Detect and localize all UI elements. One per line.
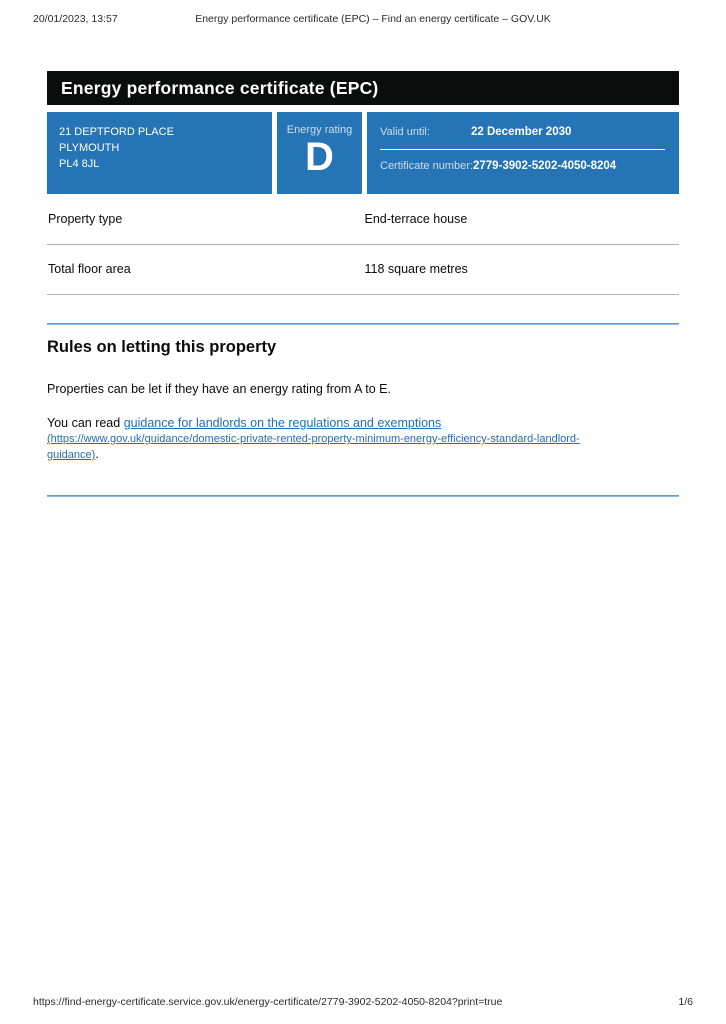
property-details-table <box>47 195 679 295</box>
print-footer <box>33 996 693 1008</box>
page-title: Energy performance certificate (EPC) <box>47 71 679 105</box>
rules-paragraph: Properties can be let if they have an energy rating from A to E. <box>47 382 391 396</box>
certificate-number-label: Certificate number: <box>380 159 473 172</box>
valid-until-label: Valid until: <box>380 126 430 138</box>
validity-box <box>367 112 679 194</box>
property-type-value: End-terrace house <box>364 212 468 226</box>
energy-rating-box <box>277 112 362 194</box>
validity-divider <box>380 149 665 150</box>
total-floor-area-label: Total floor area <box>48 262 131 276</box>
section-divider-top <box>47 323 679 325</box>
table-row-property-type <box>47 195 679 245</box>
certificate-summary-banner <box>47 112 679 194</box>
address-line-1: 21 DEPTFORD PLACE <box>59 126 174 138</box>
guidance-paragraph <box>47 416 679 463</box>
print-footer-url: https://find-energy-certificate.service.gov.uk/energy-certificate/2779-3902-5202-4050-8204?print=true <box>33 996 503 1008</box>
property-type-label: Property type <box>48 212 123 226</box>
guidance-text-prefix: You can read <box>47 416 124 431</box>
print-timestamp: 20/01/2023, 13:57 <box>33 13 118 25</box>
landlord-guidance-url-line2[interactable]: guidance) <box>47 449 96 462</box>
table-row-total-floor-area <box>47 245 679 295</box>
energy-rating-label: Energy rating <box>286 124 353 136</box>
section-divider-bottom <box>47 495 679 497</box>
rules-section-heading: Rules on letting this property <box>47 338 277 356</box>
valid-until-value: 22 December 2030 <box>471 126 572 138</box>
landlord-guidance-url-line1[interactable]: (https://www.gov.uk/guidance/domestic-private-rented-property-minimum-energy-efficiency-standard-landlord- <box>47 433 580 445</box>
certificate-number-value: 2779-3902-5202-4050-8204 <box>472 159 617 172</box>
property-address <box>47 112 272 194</box>
address-line-2: PLYMOUTH <box>59 141 120 154</box>
print-header <box>0 13 726 29</box>
address-line-3: PL4 8JL <box>59 157 100 170</box>
energy-rating-value: D <box>305 135 334 179</box>
print-page-indicator: 1/6 <box>678 996 693 1008</box>
landlord-guidance-link[interactable]: guidance for landlords on the regulations and exemptions <box>123 416 442 431</box>
print-document-title: Energy performance certificate (EPC) – Find an energy certificate – GOV.UK <box>195 13 551 25</box>
guidance-text-suffix: . <box>95 447 99 462</box>
certificate-page <box>47 71 679 497</box>
total-floor-area-value: 118 square metres <box>364 262 468 276</box>
